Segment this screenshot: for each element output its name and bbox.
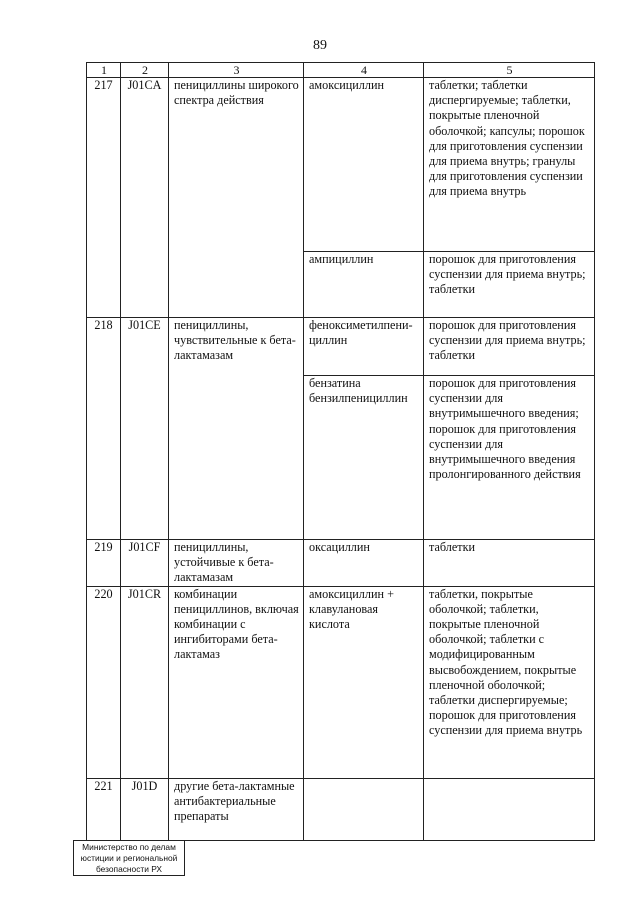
page-number: 89 [313,38,327,53]
group-name: пенициллины, устойчивые к бета-лактамазам [169,540,304,587]
drug-name: амоксициллин + клавулановая кислота [304,586,424,778]
dosage-forms: таблетки; таблетки диспергируемые; таблетки, покрытые пленочной оболочкой; капсулы; порошок для приготовления суспензии для приема внутрь; гранулы для приготовления суспензии для приема внутрь [424,78,595,252]
table-row [87,78,595,252]
dosage-forms: порошок для приготовления суспензии для приема внутрь; таблетки [424,318,595,376]
drug-table [86,62,595,841]
drug-name: амоксициллин [304,78,424,252]
dosage-forms: таблетки, покрытые оболочкой; таблетки, покрытые пленочной оболочкой; таблетки с модифицированным высвобождением, покрытые пленочной оболочкой; таблетки диспергируемые; порошок для приготовления суспензии для приема внутрь [424,586,595,778]
group-name: пенициллины широкого спектра действия [169,78,304,318]
column-header-4: 4 [304,63,424,78]
atc-code: J01CF [121,540,169,587]
column-header-3: 3 [169,63,304,78]
table-row [87,586,595,778]
column-header-5: 5 [424,63,595,78]
drug-name: бензатина бензилпенициллин [304,376,424,540]
row-number: 217 [87,78,121,318]
table-row [87,540,595,587]
row-number: 218 [87,318,121,540]
drug-name: ампициллин [304,252,424,318]
ministry-stamp [73,840,185,876]
group-name: пенициллины, чувствительные к бета-лактамазам [169,318,304,540]
column-header-1: 1 [87,63,121,78]
drug-name: феноксиметилпени-циллин [304,318,424,376]
column-header-2: 2 [121,63,169,78]
dosage-forms: порошок для приготовления суспензии для приема внутрь; таблетки [424,252,595,318]
row-number: 220 [87,586,121,778]
row-number: 221 [87,778,121,840]
drug-name: оксациллин [304,540,424,587]
drug-name [304,778,424,840]
atc-code: J01CE [121,318,169,540]
atc-code: J01D [121,778,169,840]
table-row [87,778,595,840]
group-name: комбинации пенициллинов, включая комбинации с ингибиторами бета-лактамаз [169,586,304,778]
table-row [87,318,595,376]
dosage-forms: таблетки [424,540,595,587]
dosage-forms [424,778,595,840]
header-row [87,63,595,78]
row-number: 219 [87,540,121,587]
stamp-line: юстиции и региональной [80,853,178,863]
dosage-forms: порошок для приготовления суспензии для внутримышечного введения; порошок для приготовления суспензии для внутримышечного введения пролонгированного действия [424,376,595,540]
atc-code: J01CR [121,586,169,778]
stamp-line: Министерство по делам [82,842,176,852]
group-name: другие бета-лактамные антибактериальные препараты [169,778,304,840]
atc-code: J01CA [121,78,169,318]
stamp-line: безопасности РХ [95,864,163,874]
